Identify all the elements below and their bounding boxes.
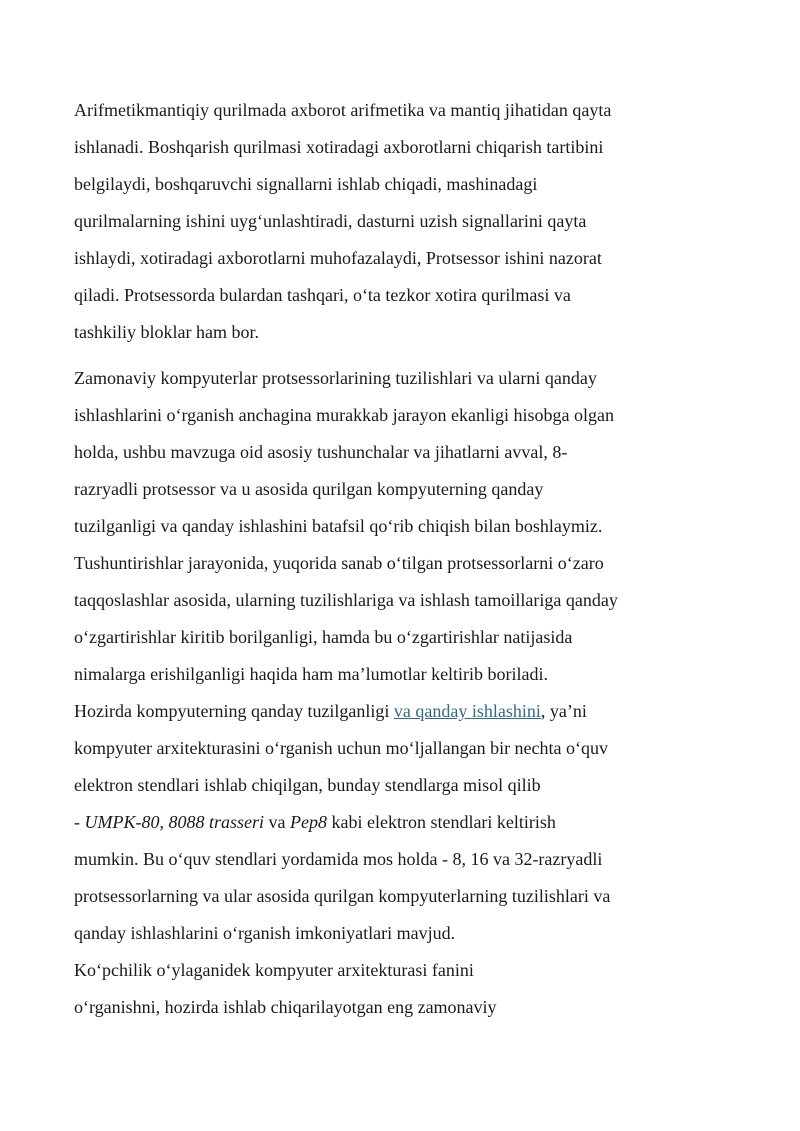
paragraph-2-line: nimalarga erishilganligi haqida ham ma’lumotlar keltirib boriladi. — [74, 664, 549, 684]
paragraph-4-line: o‘rganishni, hozirda ishlab chiqarilayotgan eng zamonaviy — [74, 997, 497, 1017]
paragraph-4-line: Ko‘pchilik o‘ylaganidek kompyuter arxitekturasi fanini — [74, 960, 474, 980]
paragraph-2-line: tuzilganligi va qanday ishlashini batafsil qo‘rib chiqish bilan boshlaymiz. — [74, 516, 603, 536]
paragraph-3-text: Hozirda kompyuterning qanday tuzilganligi — [74, 701, 394, 721]
paragraph-3-line: qanday ishlashlarini o‘rganish imkoniyatlari mavjud. — [74, 923, 456, 943]
paragraph-2 — [74, 360, 734, 693]
paragraph-1-line: ishlanadi. Boshqarish qurilmasi xotiradagi axborotlarni chiqarish tartibini — [74, 137, 604, 157]
document-body — [74, 92, 734, 1026]
paragraph-2-line: Zamonaviy kompyuterlar protsessorlarining tuzilishlari va ularni qanday — [74, 368, 597, 388]
paragraph-1 — [74, 92, 734, 351]
paragraph-1-line: qiladi. Protsessorda bulardan tashqari, o‘ta tezkor xotira qurilmasi va — [74, 285, 571, 305]
stend-name-italic: UMPK-80, 8088 trasseri — [84, 812, 264, 832]
paragraph-3-line: kompyuter arxitekturasini o‘rganish uchun mo‘ljallangan bir nechta o‘quv — [74, 738, 609, 758]
paragraph-3-line: elektron stendlari ishlab chiqilgan, bunday stendlarga misol qilib — [74, 775, 541, 795]
paragraph-1-line: Arifmetikmantiqiy qurilmada axborot arifmetika va mantiq jihatidan qayta — [74, 100, 612, 120]
paragraph-2-line: Tushuntirishlar jarayonida, yuqorida sanab o‘tilgan protsessorlarni o‘zaro — [74, 553, 604, 573]
paragraph-3-line — [74, 804, 734, 841]
stend-name-italic: Pep8 — [290, 812, 327, 832]
paragraph-spacer — [74, 351, 734, 360]
paragraph-3-text: - — [74, 812, 85, 832]
paragraph-3-text: , ya’ni — [540, 701, 587, 721]
paragraph-2-line: o‘zgartirishlar kiritib borilganligi, hamda bu o‘zgartirishlar natijasida — [74, 627, 573, 647]
paragraph-1-line: ishlaydi, xotiradagi axborotlarni muhofazalaydi, Protsessor ishini nazorat — [74, 248, 602, 268]
paragraph-4 — [74, 952, 734, 1026]
paragraph-1-line: belgilaydi, boshqaruvchi signallarni ishlab chiqadi, mashinadagi — [74, 174, 538, 194]
paragraph-2-line: holda, ushbu mavzuga oid asosiy tushunchalar va jihatlarni avval, 8- — [74, 442, 568, 462]
paragraph-3-text: va — [264, 812, 290, 832]
paragraph-2-line: ishlashlarini o‘rganish anchagina murakkab jarayon ekanligi hisobga olgan — [74, 405, 615, 425]
paragraph-3-text: kabi elektron stendlari keltirish — [326, 812, 556, 832]
paragraph-3-line: protsessorlarning va ular asosida qurilgan kompyuterlarning tuzilishlari va — [74, 886, 611, 906]
paragraph-2-line: taqqoslashlar asosida, ularning tuzilishlariga va ishlash tamoillariga qanday — [74, 590, 618, 610]
paragraph-3-line — [74, 693, 734, 730]
paragraph-2-line: razryadli protsessor va u asosida qurilgan kompyuterning qanday — [74, 479, 544, 499]
paragraph-3 — [74, 693, 734, 952]
paragraph-1-line: qurilmalarning ishini uyg‘unlashtiradi, dasturni uzish signallarini qayta — [74, 211, 587, 231]
paragraph-1-line: tashkiliy bloklar ham bor. — [74, 322, 259, 342]
paragraph-3-line: mumkin. Bu o‘quv stendlari yordamida mos holda - 8, 16 va 32-razryadli — [74, 849, 603, 869]
va-qanday-ishlashini-link[interactable]: va qanday ishlashini — [393, 701, 541, 721]
